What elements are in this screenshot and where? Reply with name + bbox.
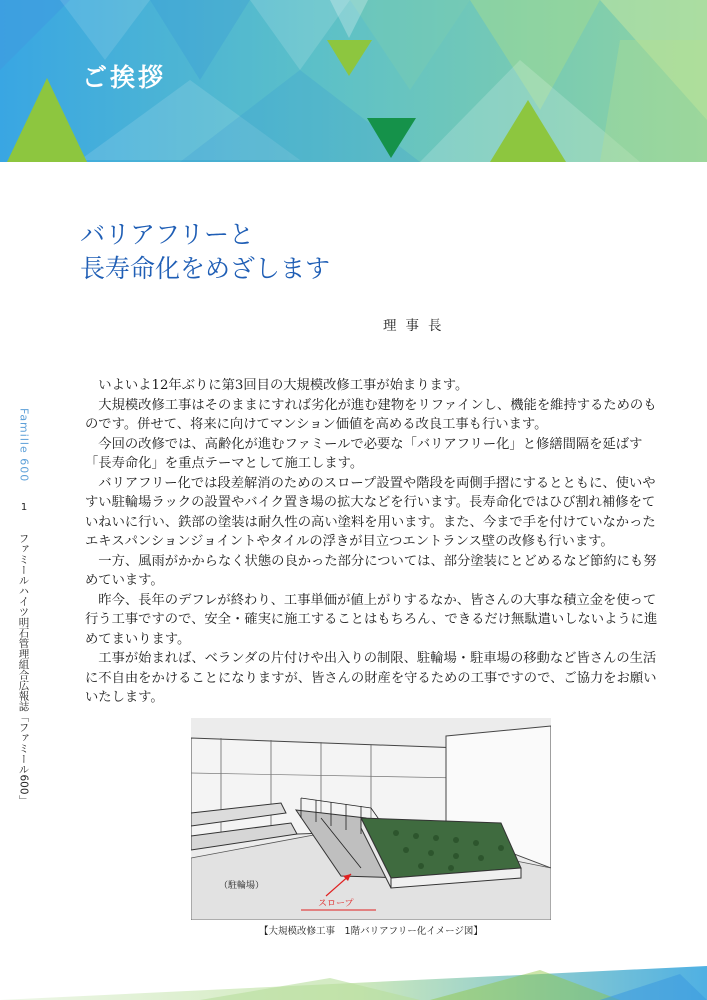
slope-label: スロープ	[318, 899, 354, 909]
figure-caption: 【大規模改修工事 1階バリアフリー化イメージ図】	[259, 926, 483, 937]
body-paragraph: 一方、風雨がかからなく状態の良かった部分については、部分塗装にとどめるなど節約にも努めています。	[85, 553, 657, 588]
article-title-line2: 長寿命化をめざします	[80, 254, 331, 283]
article-body	[85, 376, 665, 708]
section-title: ご挨拶	[82, 63, 167, 92]
body-paragraph: 工事が始まれば、ベランダの片付けや出入りの制限、駐輪場・駐車場の移動など皆さんの生活に不自由をかけることになりますが、皆さんの財産を守るための工事ですので、ご協力をお願いいたします。	[85, 651, 657, 705]
body-paragraph: いよいよ12年ぶりに第3回目の大規模改修工事が始まります。	[98, 378, 469, 393]
body-paragraph: 今回の改修では、高齢化が進むファミールで必要な「バリアフリー化」と修繕間隔を延ばす「長寿命化」を重点テーマとして施工します。	[85, 436, 643, 471]
article-title-line1: バリアフリーと	[80, 220, 255, 249]
bicycle-parking-label: （駐輪場）	[219, 881, 265, 891]
body-paragraph: 大規模改修工事はそのままにすれば劣化が進む建物をリファインし、機能を維持するためのものです。併せて、将来に向けてマンション価値を高める改良工事も行います。	[85, 397, 657, 432]
article-title	[80, 218, 330, 286]
header-banner	[0, 0, 707, 162]
magazine-name: Famille 600	[17, 408, 31, 483]
footer-triangle-pattern	[0, 958, 707, 1000]
page-number: 1	[20, 502, 28, 514]
barrier-free-illustration	[191, 718, 551, 920]
footer-banner	[0, 958, 707, 1000]
body-paragraph: バリアフリー化では段差解消のためのスロープ設置や階段を両側手摺にするとともに、使いやすい駐輪場ラックの設置やバイク置き場の拡大などを行います。長寿命化ではひび割れ補修をていねいに行い、鉄部の塗装は耐久性の高い塗料を用います。また、今まで手を付けていなかったエキスパンションジョイントやタイルの浮きが目立つエントランス壁の改修も行います。	[85, 475, 656, 549]
illustration-drawing	[191, 718, 551, 920]
body-paragraph: 昨今、長年のデフレが終わり、工事単価が値上がりするなか、皆さんの大事な積立金を使って行う工事ですので、安全・確実に施工することはもちろん、できるだけ無駄遣いしないように進めてまいります。	[85, 592, 658, 647]
author-label: 理事長	[383, 318, 451, 334]
publication-name: ファミールハイツ明石管理組合広報誌「ファミール600」	[17, 533, 30, 806]
side-label	[16, 408, 32, 805]
